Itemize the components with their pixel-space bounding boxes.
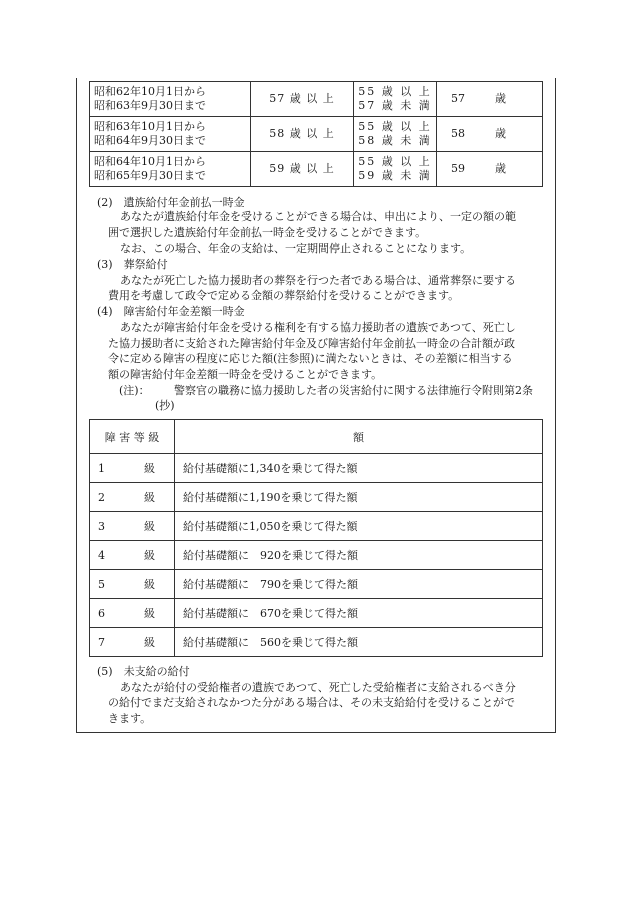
grade-cell: 5 級 bbox=[90, 570, 175, 599]
period-cell: 昭和64年10月1日から 昭和65年9月30日まで bbox=[90, 152, 251, 187]
note-label: (注)： bbox=[119, 384, 150, 397]
table-row bbox=[90, 599, 543, 628]
section-5-text: きます。 bbox=[108, 712, 152, 725]
age-table bbox=[89, 81, 543, 187]
section-4-text: あなたが障害給付年金を受ける権利を有する協力援助者の遺族であつて、死亡し bbox=[120, 321, 516, 334]
section-2-text: 囲で選択した遺族給付年金前払一時金を受けることができます。 bbox=[108, 226, 427, 239]
age-cell: 59 歳 bbox=[437, 152, 543, 187]
section-5-heading: (5) 未支給の給付 bbox=[97, 665, 190, 678]
grade-cell: 6 級 bbox=[90, 599, 175, 628]
age-min-cell: 58 歳 以 上 bbox=[251, 117, 354, 152]
age-min-cell: 59 歳 以 上 bbox=[251, 152, 354, 187]
section-4-text: た協力援助者に支給された障害給付年金及び障害給付年金前払一時金の合計額が政 bbox=[108, 337, 515, 350]
amount-cell: 給付基礎額に1,050を乗じて得た額 bbox=[175, 512, 543, 541]
age-range-cell: 55 歳 以 上 59 歳 未 満 bbox=[354, 152, 437, 187]
amount-cell: 給付基礎額に 560を乗じて得た額 bbox=[175, 628, 543, 657]
section-2-heading: (2) 遺族給付年金前払一時金 bbox=[97, 196, 245, 209]
section-4-text: 令に定める障害の程度に応じた額(注参照)に満たないときは、その差額に相当する bbox=[108, 352, 513, 365]
section-4-heading: (4) 障害給付年金差額一時金 bbox=[97, 305, 245, 318]
table-row bbox=[90, 117, 543, 152]
note-text: 警察官の職務に協力援助した者の災害給付に関する法律施行令附則第2条 bbox=[174, 384, 533, 397]
age-range-cell: 55 歳 以 上 57 歳 未 満 bbox=[354, 82, 437, 117]
grade-cell: 4 級 bbox=[90, 541, 175, 570]
age-cell: 57 歳 bbox=[437, 82, 543, 117]
table-header-row bbox=[90, 420, 543, 454]
table-row bbox=[90, 152, 543, 187]
age-range-cell: 55 歳 以 上 58 歳 未 満 bbox=[354, 117, 437, 152]
grade-header: 障 害 等 級 bbox=[90, 420, 175, 454]
section-4-text: 額の障害給付年金差額一時金を受けることができます。 bbox=[108, 368, 383, 381]
amount-cell: 給付基礎額に1,340を乗じて得た額 bbox=[175, 454, 543, 483]
table-row bbox=[90, 82, 543, 117]
section-2-text: なお、この場合、年金の支給は、一定期間停止されることになります。 bbox=[120, 242, 472, 255]
table-row bbox=[90, 628, 543, 657]
table-row bbox=[90, 454, 543, 483]
table-row bbox=[90, 570, 543, 599]
amount-cell: 給付基礎額に 920を乗じて得た額 bbox=[175, 541, 543, 570]
table-row bbox=[90, 483, 543, 512]
amount-cell: 給付基礎額に 670を乗じて得た額 bbox=[175, 599, 543, 628]
section-5-text: の給付でまだ支給されなかつた分がある場合は、その未支給給付を受けることがで bbox=[108, 696, 515, 709]
note-text: (抄) bbox=[155, 399, 175, 412]
age-cell: 58 歳 bbox=[437, 117, 543, 152]
table-row bbox=[90, 512, 543, 541]
grade-cell: 3 級 bbox=[90, 512, 175, 541]
section-3-text: あなたが死亡した協力援助者の葬祭を行つた者である場合は、通常葬祭に要する bbox=[120, 274, 516, 287]
amount-cell: 給付基礎額に 790を乗じて得た額 bbox=[175, 570, 543, 599]
amount-header: 額 bbox=[175, 420, 543, 454]
section-3-heading: (3) 葬祭給付 bbox=[97, 258, 168, 271]
table-row bbox=[90, 541, 543, 570]
section-2-text: あなたが遺族給付年金を受けることができる場合は、申出により、一定の額の範 bbox=[120, 210, 516, 223]
grade-cell: 7 級 bbox=[90, 628, 175, 657]
section-5-text: あなたが給付の受給権者の遺族であつて、死亡した受給権者に支給されるべき分 bbox=[120, 681, 516, 694]
section-3-text: 費用を考慮して政令で定める金額の葬祭給付を受けることができます。 bbox=[108, 289, 460, 302]
period-cell: 昭和63年10月1日から 昭和64年9月30日まで bbox=[90, 117, 251, 152]
amount-cell: 給付基礎額に1,190を乗じて得た額 bbox=[175, 483, 543, 512]
age-min-cell: 57 歳 以 上 bbox=[251, 82, 354, 117]
grade-cell: 2 級 bbox=[90, 483, 175, 512]
disability-grade-table bbox=[89, 419, 543, 657]
grade-cell: 1 級 bbox=[90, 454, 175, 483]
period-cell: 昭和62年10月1日から 昭和63年9月30日まで bbox=[90, 82, 251, 117]
